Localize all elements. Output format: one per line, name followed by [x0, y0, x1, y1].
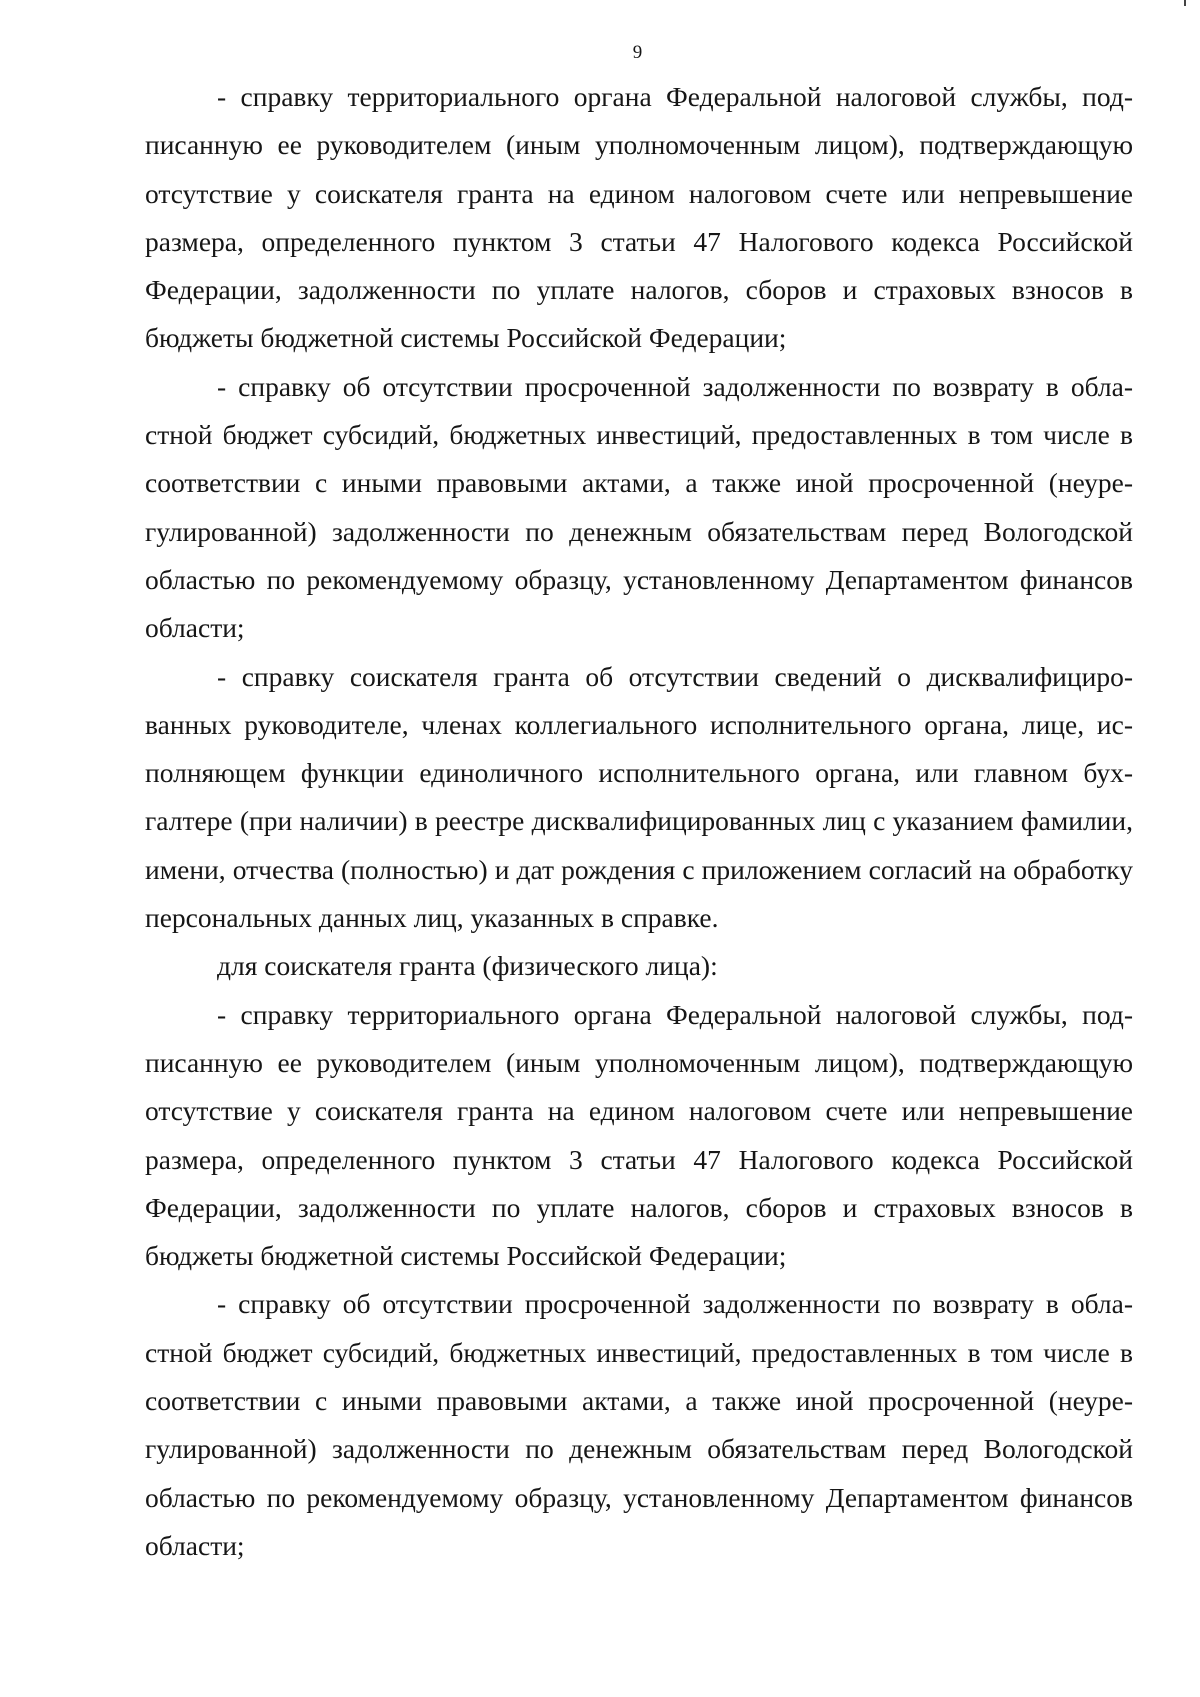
- paragraph-overdue-debt-certificate-1: - справку об отсутствии просроченной задолженности по возврату в областной бюджет субсидий, бюджетных инвестиций, предоставленных в том числе в соответствии с иными правовыми актами, а также иной просроченной (неурегулированной) задолженности по денежным обязательствам перед Вологодской областью по рекомендуемому образцу, установленному Департаментом финансов области;: [145, 370, 1133, 644]
- paragraph-individual-applicant-heading: для соискателя гранта (физического лица):: [217, 950, 718, 982]
- paragraph-overdue-debt-certificate-2: - справку об отсутствии просроченной задолженности по возврату в областной бюджет субсидий, бюджетных инвестиций, предоставленных в том числе в соответствии с иными правовыми актами, а также иной просроченной (неурегулированной) задолженности по денежным обязательствам перед Вологодской областью по рекомендуемому образцу, установленному Департаментом финансов области;: [145, 1288, 1133, 1561]
- page-number: 9: [632, 42, 643, 63]
- paragraph-tax-certificate-1: - справку территориального органа Федеральной налоговой службы, подписанную ее руководителем (иным уполномоченным лицом), подтверждающую отсутствие у соискателя гранта на едином налоговом счете или непревышение размера, определенного пунктом 3 статьи 47 Налогового кодекса Российской Федерации, задолженности по уплате налогов, сборов и страховых взносов в бюджеты бюджетной системы Российской Федерации;: [145, 81, 1133, 354]
- document-body: [145, 73, 1133, 1570]
- scan-corner-mark: [1184, 0, 1186, 6]
- paragraph-tax-certificate-2: - справку территориального органа Федеральной налоговой службы, подписанную ее руководителем (иным уполномоченным лицом), подтверждающую отсутствие у соискателя гранта на едином налоговом счете или непревышение размера, определенного пунктом 3 статьи 47 Налогового кодекса Российской Федерации, задолженности по уплате налогов, сборов и страховых взносов в бюджеты бюджетной системы Российской Федерации;: [145, 998, 1133, 1272]
- paragraph-disqualification-certificate: - справку соискателя гранта об отсутствии сведений о дисквалифицированных руководителе, членах коллегиального исполнительного органа, лице, исполняющем функции единоличного исполнительного органа, или главном бухгалтере (при наличии) в реестре дисквалифицированных лиц с указанием фамилии, имени, отчества (полностью) и дат рождения с приложением согласий на обработку персональных данных лиц, указанных в справке.: [145, 660, 1133, 934]
